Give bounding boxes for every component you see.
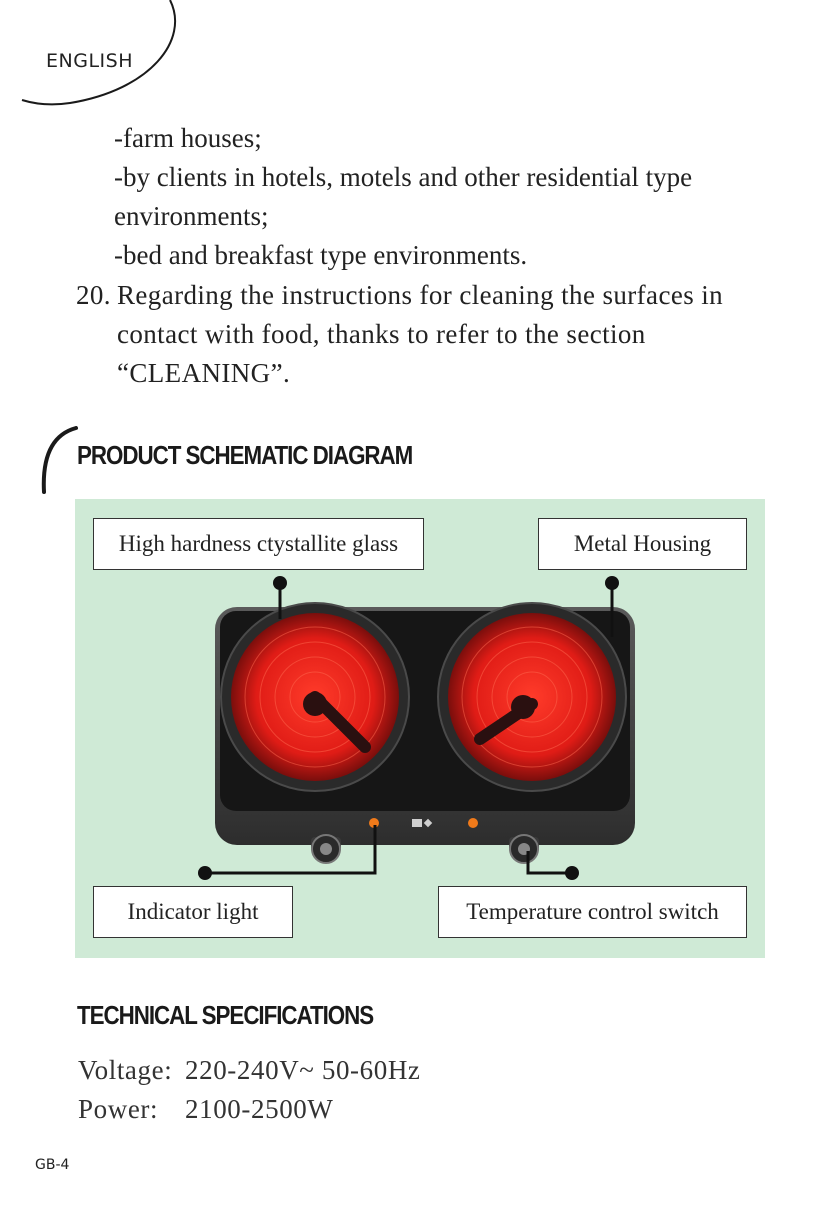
language-label: ENGLISH [46,50,133,72]
control-logo-mark [412,819,422,827]
burner-left [221,603,409,791]
page-number: GB-4 [35,1157,70,1173]
item-line: “CLEANING”. [117,358,291,388]
item-line: contact with food, thanks to refer to the section [117,319,646,349]
label-housing: Metal Housing [538,518,747,570]
item-line: Regarding the instructions for cleaning the surfaces in [117,280,724,310]
spec-value: 220-240V~ 50-60Hz [185,1055,421,1085]
spec-key: Voltage: [78,1055,173,1085]
section-title-specs: TECHNICAL SPECIFICATIONS [77,1000,374,1030]
list-item: environments; [114,201,269,231]
spec-key: Power: [78,1094,159,1124]
section-title-schematic: PRODUCT SCHEMATIC DIAGRAM [77,440,413,470]
schematic-diagram [75,499,765,958]
list-item: -by clients in hotels, motels and other residential type [114,162,693,192]
spec-row-voltage [78,1055,421,1086]
knob-right [509,835,539,863]
indicator-light-right [468,818,478,828]
item-number: 20. [76,280,111,310]
list-item: -bed and breakfast type environments. [114,240,528,270]
spec-row-power [78,1094,333,1125]
label-glass: High hardness ctystallite glass [93,518,424,570]
burner-right [438,603,626,791]
list-item: -farm houses; [114,123,262,153]
label-indicator: Indicator light [93,886,293,938]
spec-value: 2100-2500W [185,1094,334,1124]
label-switch: Temperature control switch [438,886,747,938]
knob-left [311,835,341,863]
